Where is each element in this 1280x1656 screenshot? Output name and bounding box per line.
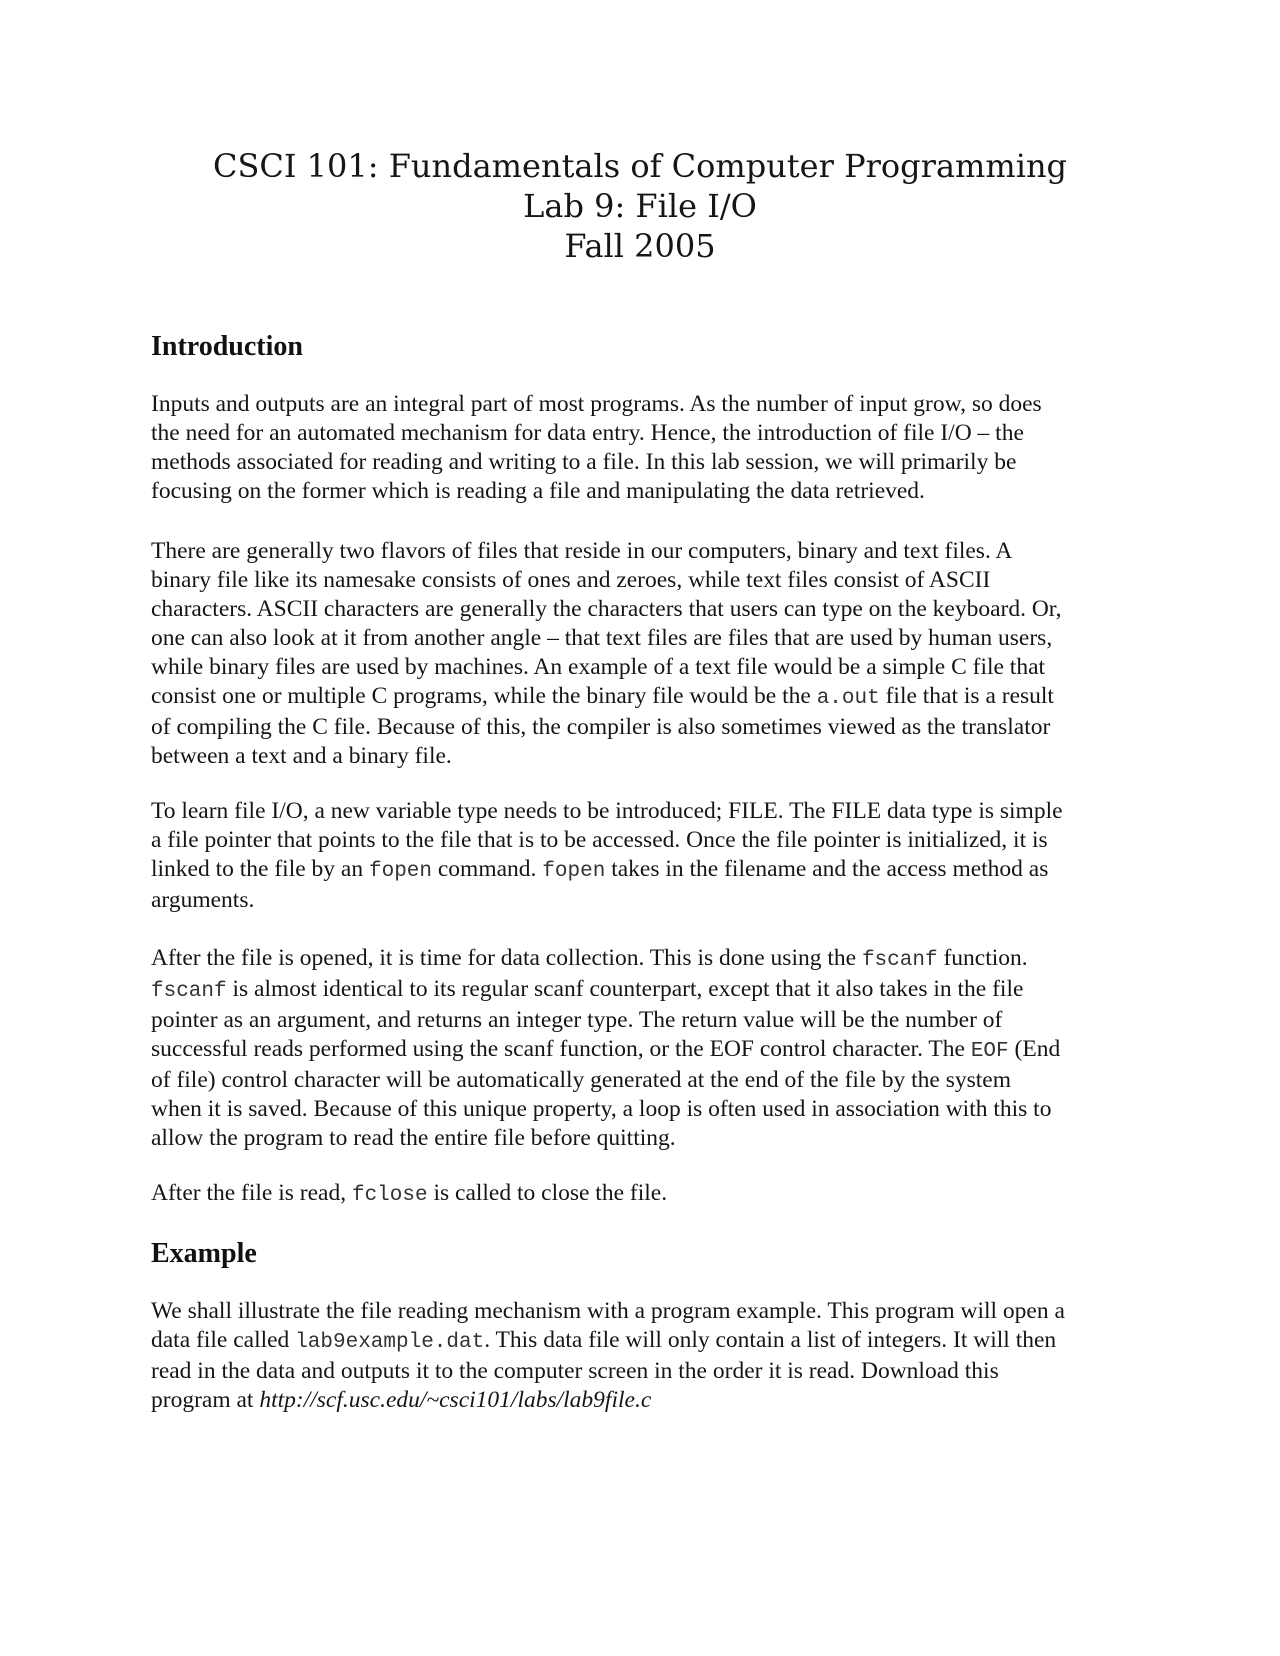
code-fclose: fclose <box>351 1184 428 1207</box>
text-fragment: file that is a result <box>879 683 1054 709</box>
code-a-out: a.out <box>816 687 880 710</box>
example-heading: Example <box>151 1238 257 1269</box>
code-data-filename: lab9example.dat <box>295 1331 485 1354</box>
text-fragment: consist one or multiple C programs, while the binary file would be the <box>151 683 817 709</box>
code-fscanf: fscanf <box>151 980 227 1003</box>
text-line: while binary files are used by machines. An example of a text file would be a simple C file that <box>151 654 1046 680</box>
text-line: one can also look at it from another angle – that text files are files that are used by human users, <box>151 625 1053 651</box>
text-line: binary file like its namesake consists of ones and zeroes, while text files consist of ASCII <box>151 567 991 593</box>
code-fscanf: fscanf <box>861 949 938 972</box>
text-fragment: After the file is read, <box>151 1180 352 1206</box>
text-fragment: is almost identical to its regular scanf counterpart, except that it also takes in the file <box>226 976 1024 1002</box>
text-line <box>151 1179 1136 1210</box>
intro-paragraph-3 <box>151 797 1136 915</box>
intro-paragraph-2 <box>151 537 1136 771</box>
text-line: the need for an automated mechanism for data entry. Hence, the introduction of file I/O – the <box>151 420 1024 446</box>
text-line: There are generally two flavors of files that reside in our computers, binary and text files. A <box>151 538 1013 564</box>
code-fopen: fopen <box>542 860 606 883</box>
text-line: Inputs and outputs are an integral part of most programs. As the number of input grow, so does <box>151 391 1042 417</box>
example-paragraph <box>151 1297 1136 1415</box>
text-line: read in the data and outputs it to the computer screen in the order it is read. Download this <box>151 1358 999 1384</box>
text-fragment: (End <box>1008 1036 1061 1062</box>
text-line: a file pointer that points to the file that is to be accessed. Once the file pointer is initialized, it is <box>151 827 1048 853</box>
text-line: We shall illustrate the file reading mechanism with a program example. This program will open a <box>151 1298 1065 1324</box>
text-line: characters. ASCII characters are generally the characters that users can type on the keyboard. Or, <box>151 596 1062 622</box>
text-fragment: takes in the filename and the access method as <box>605 856 1049 882</box>
text-fragment: . This data file will only contain a list of integers. It will then <box>484 1327 1057 1353</box>
text-fragment: linked to the file by an <box>151 856 369 882</box>
document-title <box>0 146 1280 266</box>
text-fragment: command. <box>432 856 543 882</box>
introduction-heading: Introduction <box>151 331 303 362</box>
text-fragment: After the file is opened, it is time for data collection. This is done using the <box>151 945 862 971</box>
text-line: pointer as an argument, and returns an integer type. The return value will be the number of <box>151 1007 1003 1033</box>
download-url: http://scf.usc.edu/~csci101/labs/lab9file.c <box>259 1387 652 1413</box>
text-fragment: program at <box>151 1387 260 1413</box>
intro-paragraph-5 <box>151 1179 1136 1210</box>
text-line: allow the program to read the entire file before quitting. <box>151 1125 676 1151</box>
lab-title: Lab 9: File I/O <box>523 187 757 225</box>
text-line <box>151 855 1136 886</box>
text-line: methods associated for reading and writing to a file. In this lab session, we will primarily be <box>151 449 1017 475</box>
text-fragment: successful reads performed using the scanf function, or the EOF control character. The <box>151 1036 971 1062</box>
text-line: To learn file I/O, a new variable type needs to be introduced; FILE. The FILE data type is simple <box>151 798 1063 824</box>
code-eof: EOF <box>970 1040 1009 1063</box>
text-line <box>151 975 1136 1006</box>
text-line: between a text and a binary file. <box>151 743 452 769</box>
intro-paragraph-4 <box>151 944 1136 1153</box>
text-line <box>151 1035 1136 1066</box>
text-line: focusing on the former which is reading a file and manipulating the data retrieved. <box>151 478 925 504</box>
course-title: CSCI 101: Fundamentals of Computer Programming <box>212 147 1068 185</box>
text-line <box>151 1326 1136 1357</box>
text-fragment: function. <box>937 945 1028 971</box>
text-line <box>151 682 1136 713</box>
text-fragment: is called to close the file. <box>427 1180 668 1206</box>
text-line <box>151 1386 1136 1415</box>
text-line: of file) control character will be automatically generated at the end of the file by the system <box>151 1067 1012 1093</box>
text-line: arguments. <box>151 887 255 913</box>
intro-paragraph-1 <box>151 390 1136 506</box>
text-fragment: data file called <box>151 1327 296 1353</box>
text-line: of compiling the C file. Because of this, the compiler is also sometimes viewed as the translator <box>151 714 1051 740</box>
code-fopen: fopen <box>368 860 432 883</box>
text-line: when it is saved. Because of this unique property, a loop is often used in association with this to <box>151 1096 1052 1122</box>
term-title: Fall 2005 <box>564 227 716 265</box>
text-line <box>151 944 1136 975</box>
